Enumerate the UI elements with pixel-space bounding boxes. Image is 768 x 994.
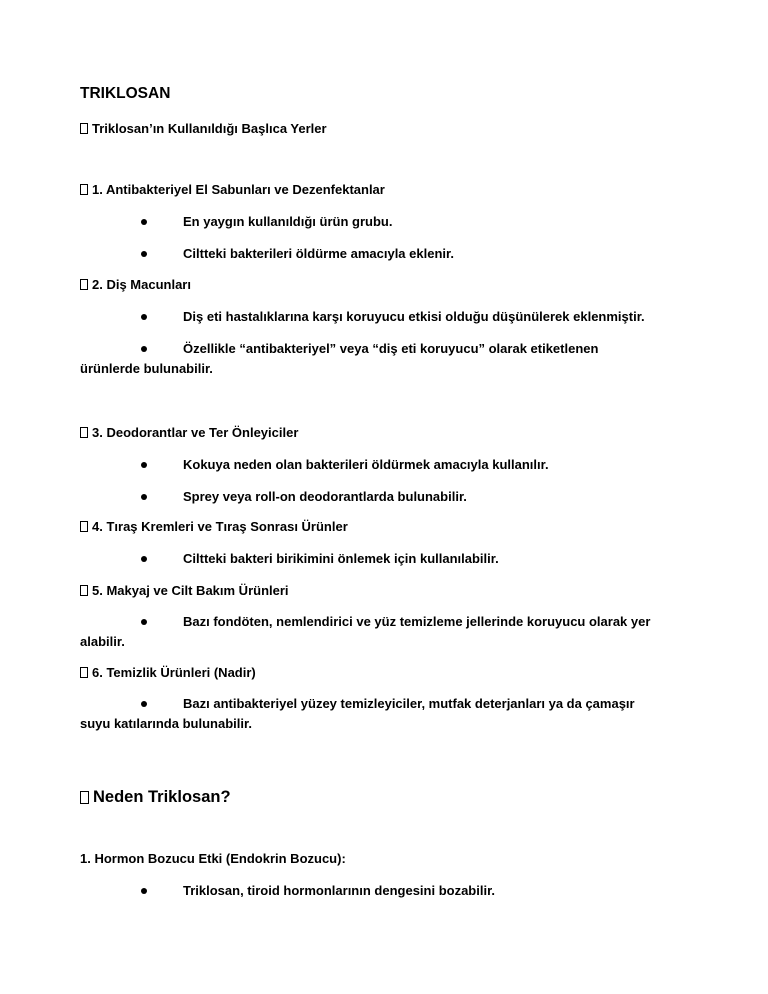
missing-glyph-icon bbox=[80, 427, 88, 438]
section-intro-heading: Triklosan’ın Kullanıldığı Başlıca Yerler bbox=[80, 121, 327, 137]
missing-glyph-icon bbox=[80, 521, 88, 532]
section-1-bullet-2: Ciltteki bakterileri öldürme amacıyla eklenir. bbox=[183, 246, 454, 261]
section-3-heading: 3. Deodorantlar ve Ter Önleyiciler bbox=[80, 425, 298, 441]
why-heading: Neden Triklosan? bbox=[80, 787, 231, 807]
bullet-icon bbox=[141, 314, 147, 320]
why-1-heading: 1. Hormon Bozucu Etki (Endokrin Bozucu): bbox=[80, 851, 346, 866]
section-6-bullet-line-1: Bazı antibakteriyel yüzey temizleyiciler, mutfak deterjanları ya da çamaşır bbox=[183, 696, 635, 711]
section-6-bullet-line-2: suyu katılarında bulunabilir. bbox=[80, 716, 252, 731]
bullet-icon bbox=[141, 619, 147, 625]
why-1-bullet-1: Triklosan, tiroid hormonlarının dengesini bozabilir. bbox=[183, 883, 496, 898]
section-2-bullet-1: Diş eti hastalıklarına karşı koruyucu etkisi olduğu düşünülerek eklenmiştir. bbox=[183, 309, 645, 324]
section-3-bullet-1: Kokuya neden olan bakterileri öldürmek amacıyla kullanılır. bbox=[183, 457, 549, 472]
bullet-icon bbox=[141, 251, 147, 257]
missing-glyph-icon bbox=[80, 585, 88, 596]
bullet-icon bbox=[141, 556, 147, 562]
missing-glyph-icon bbox=[80, 667, 88, 678]
bullet-icon bbox=[141, 462, 147, 468]
bullet-icon bbox=[141, 494, 147, 500]
section-2-bullet-2-line-2: ürünlerde bulunabilir. bbox=[80, 361, 213, 376]
bullet-icon bbox=[141, 346, 147, 352]
section-6-heading: 6. Temizlik Ürünleri (Nadir) bbox=[80, 665, 256, 681]
bullet-icon bbox=[141, 888, 147, 894]
missing-glyph-icon bbox=[80, 791, 89, 804]
section-5-bullet-line-2: alabilir. bbox=[80, 634, 125, 649]
bullet-icon bbox=[141, 701, 147, 707]
section-1-heading: 1. Antibakteriyel El Sabunları ve Dezenfektanlar bbox=[80, 182, 385, 198]
missing-glyph-icon bbox=[80, 123, 88, 134]
bullet-icon bbox=[141, 219, 147, 225]
document-title: TRIKLOSAN bbox=[80, 85, 171, 102]
section-3-bullet-2: Sprey veya roll-on deodorantlarda bulunabilir. bbox=[183, 489, 467, 504]
section-1-bullet-1: En yaygın kullanıldığı ürün grubu. bbox=[183, 214, 393, 229]
section-2-heading: 2. Diş Macunları bbox=[80, 277, 191, 293]
section-5-heading: 5. Makyaj ve Cilt Bakım Ürünleri bbox=[80, 583, 289, 599]
missing-glyph-icon bbox=[80, 184, 88, 195]
section-5-bullet-line-1: Bazı fondöten, nemlendirici ve yüz temizleme jellerinde koruyucu olarak yer bbox=[183, 614, 651, 629]
missing-glyph-icon bbox=[80, 279, 88, 290]
section-2-bullet-2-line-1: Özellikle “antibakteriyel” veya “diş eti koruyucu” olarak etiketlenen bbox=[183, 341, 599, 356]
section-4-heading: 4. Tıraş Kremleri ve Tıraş Sonrası Ürünler bbox=[80, 519, 348, 535]
section-4-bullet-1: Ciltteki bakteri birikimini önlemek için kullanılabilir. bbox=[183, 551, 499, 566]
